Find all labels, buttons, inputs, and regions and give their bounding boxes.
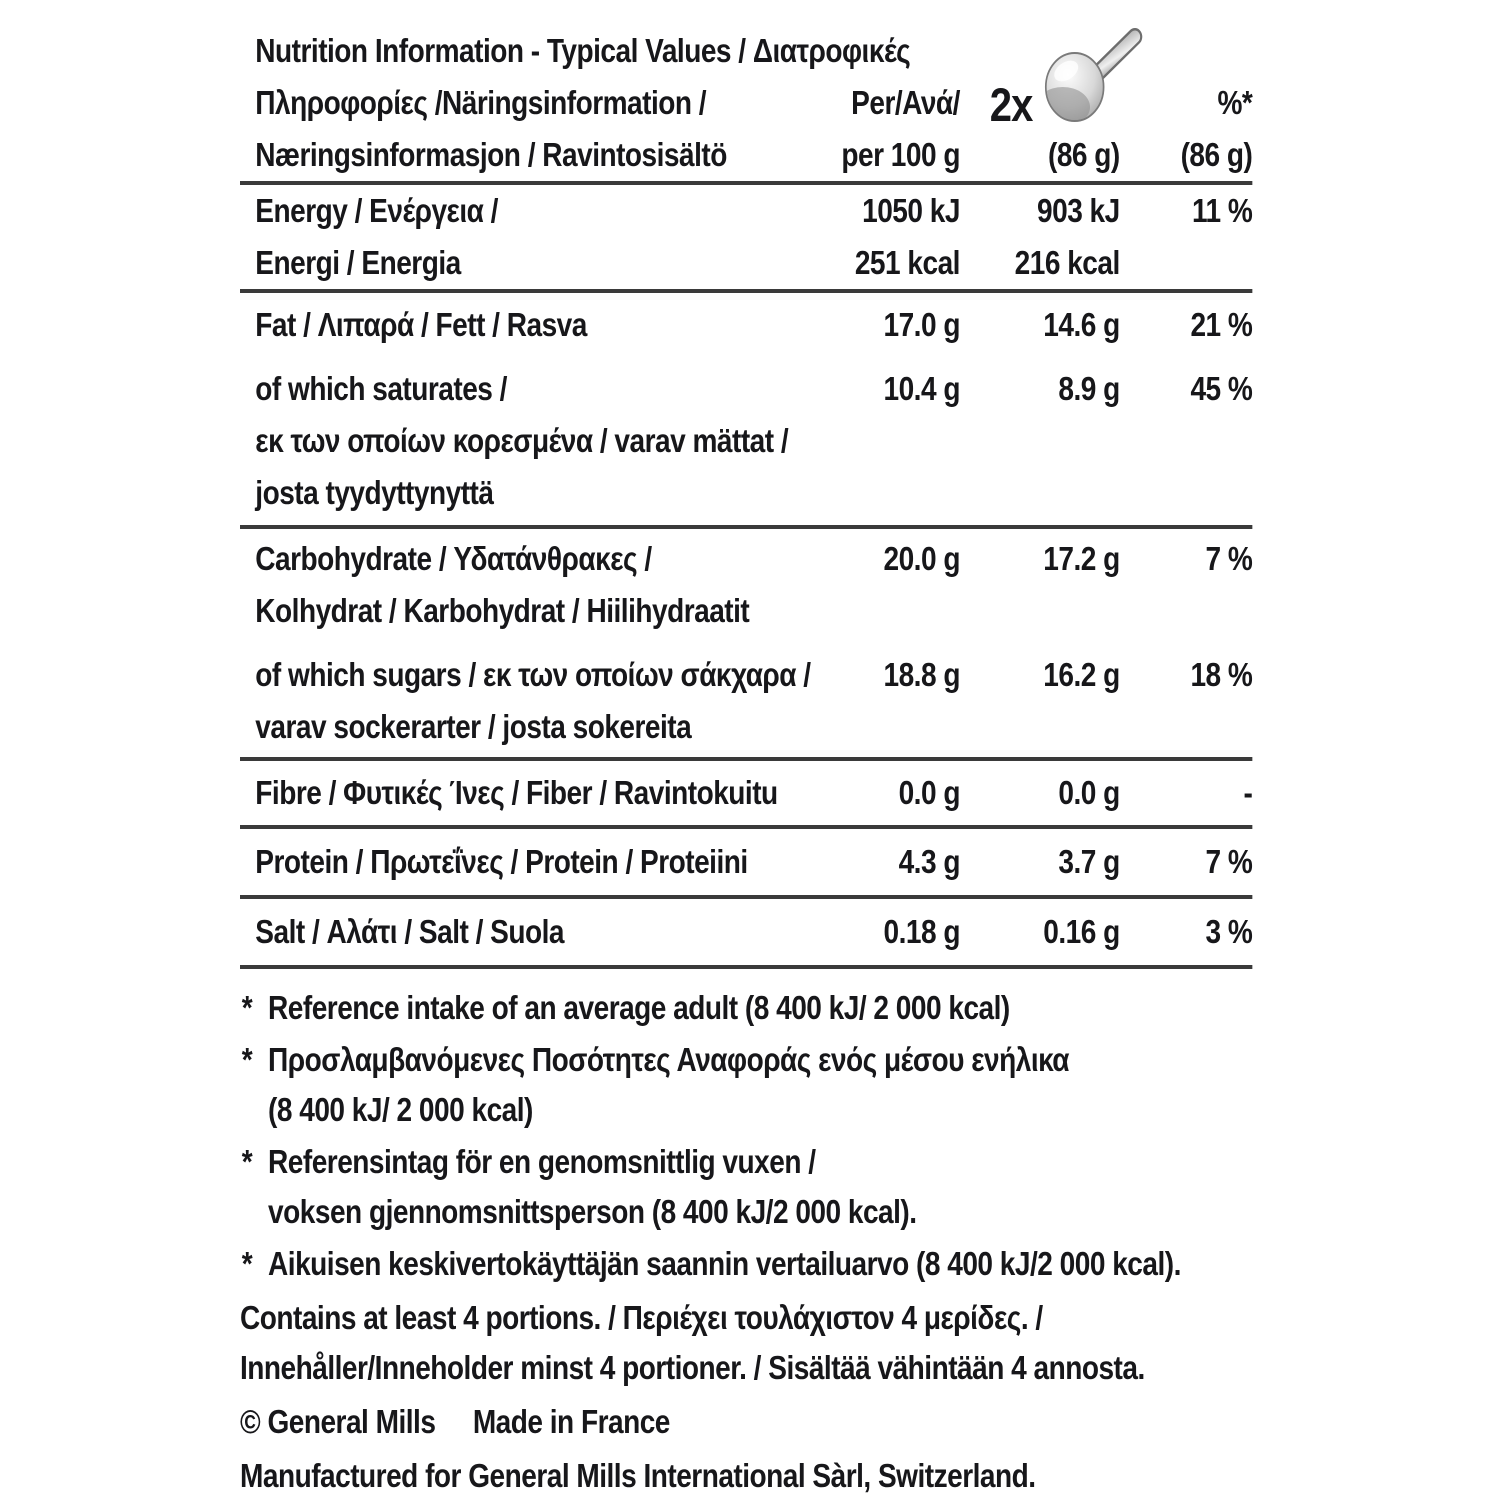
nutrient-label: Energi / Energia (255, 244, 461, 281)
table-row (240, 363, 1252, 415)
value-reference-intake (1120, 237, 1253, 289)
manufacturer-text: Manufactured for General Mills International Sàrl, Switzerland. (240, 1457, 1036, 1494)
col-header-reference-intake: %* (1217, 84, 1253, 121)
footnote-text: voksen gjennomsnittsperson (8 400 kJ/2 000 kcal). (268, 1193, 917, 1230)
value-per-serving: 0.0 g (1058, 774, 1120, 811)
nutrient-label: Fibre / Φυτικές Ίνες / Fiber / Ravintokuitu (255, 774, 778, 811)
row-group-protein (240, 829, 1252, 899)
table-title-line2: Πληροφορίες /Näringsinformation / (255, 84, 707, 121)
label-sheet (240, 25, 1252, 1500)
scoop-icon (1042, 25, 1151, 125)
portions-line: Contains at least 4 portions. / Περιέχει τουλάχιστον 4 μερίδες. / (240, 1299, 1043, 1336)
copyright-text: © General Mills (240, 1403, 436, 1440)
footnote (240, 1239, 1252, 1289)
value-per-serving: 16.2 g (1043, 656, 1120, 693)
value-reference-intake: - (1243, 774, 1253, 811)
value-reference-intake: 21 % (1190, 306, 1253, 343)
nutrient-label: εκ των οποίων κορεσμένα / varav mättat / (255, 422, 789, 459)
nutrient-label: of which sugars / εκ των οποίων σάκχαρα / (255, 656, 811, 693)
table-row (240, 836, 1252, 888)
value-per-100g: 20.0 g (883, 540, 960, 577)
value-per-serving: 8.9 g (1058, 370, 1120, 407)
footnote (240, 983, 1252, 1033)
col-header-serving-multiplier: 2x (989, 78, 1033, 131)
table-title-line3: Næringsinformasjon / Ravintosisältö (255, 136, 727, 173)
value-per-100g: 17.0 g (883, 306, 960, 343)
copyright-row (240, 1397, 1252, 1447)
nutrient-label: Energy / Ενέργεια / (255, 192, 498, 229)
footnote-text: Aikuisen keskivertokäyttäjän saannin vertailuarvo (8 400 kJ/2 000 kcal). (268, 1245, 1181, 1282)
footnote (240, 1137, 1252, 1237)
value-per-100g: 18.8 g (883, 656, 960, 693)
value-reference-intake: 3 % (1205, 913, 1253, 950)
row-group-fibre (240, 761, 1252, 829)
col-header-per-100g-unit: per 100 g (841, 136, 960, 173)
nutrient-label: Fat / Λιπαρά / Fett / Rasva (255, 306, 587, 343)
asterisk-marker: * (241, 1143, 253, 1180)
row-group-carbohydrate (240, 529, 1252, 761)
value-per-100g: 10.4 g (883, 370, 960, 407)
value-reference-intake: 11 % (1192, 192, 1253, 229)
col-header-serving-weight: (86 g) (1047, 136, 1120, 173)
table-row (240, 585, 1252, 637)
value-reference-intake: 18 % (1190, 656, 1253, 693)
asterisk-marker: * (241, 1041, 253, 1078)
value-reference-intake: 7 % (1205, 540, 1253, 577)
value-per-100g: 4.3 g (898, 843, 960, 880)
value-per-serving: 3.7 g (1058, 843, 1120, 880)
nutrient-label: of which saturates / (255, 370, 507, 407)
table-row (240, 533, 1252, 585)
made-in-text: Made in France (472, 1403, 670, 1440)
value-per-serving: 903 kJ (1037, 192, 1120, 229)
value-per-serving: 14.6 g (1043, 306, 1120, 343)
asterisk-marker: * (241, 1245, 253, 1282)
row-group-salt (240, 899, 1252, 969)
value-reference-intake: 45 % (1190, 370, 1253, 407)
value-per-serving: 0.16 g (1043, 913, 1120, 950)
nutrient-label: Kolhydrat / Karbohydrat / Hiilihydraatit (255, 592, 750, 629)
portions-statement (240, 1293, 1252, 1393)
value-per-100g: 0.0 g (898, 774, 960, 811)
table-row (240, 467, 1252, 519)
value-per-100g: 0.18 g (883, 913, 960, 950)
portions-line: Innehåller/Inneholder minst 4 portioner. / Sisältää vähintään 4 annosta. (240, 1349, 1145, 1386)
table-row (240, 415, 1252, 467)
value-reference-intake: 7 % (1205, 843, 1253, 880)
table-row (240, 701, 1252, 753)
row-group-fat (240, 293, 1252, 529)
value-per-100g: 251 kcal (854, 244, 960, 281)
col-header-per-100g: Per/Ανά/ (851, 84, 960, 121)
footnote (240, 1035, 1252, 1135)
table-header (240, 25, 1252, 185)
footnote-text: (8 400 kJ/ 2 000 kcal) (268, 1091, 533, 1128)
nutrient-label: Carbohydrate / Υδατάνθρακες / (255, 540, 652, 577)
footnote-text: Referensintag för en genomsnittlig vuxen / (268, 1143, 816, 1180)
table-row (240, 185, 1252, 237)
nutrient-label: josta tyydyttynyttä (255, 474, 494, 511)
table-row (240, 767, 1252, 819)
nutrient-label: varav sockerarter / josta sokereita (255, 708, 692, 745)
col-header-reference-weight: (86 g) (1180, 136, 1253, 173)
table-title: Nutrition Information - Typical Values / Διατροφικές (255, 32, 911, 69)
table-row (240, 237, 1252, 289)
table-row (240, 649, 1252, 701)
asterisk-marker: * (241, 989, 253, 1026)
footnote-text: Reference intake of an average adult (8 400 kJ/ 2 000 kcal) (268, 989, 1010, 1026)
footnotes (240, 983, 1252, 1289)
value-per-serving: 216 kcal (1014, 244, 1120, 281)
nutrient-label: Salt / Αλάτι / Salt / Suola (255, 913, 564, 950)
table-row (240, 906, 1252, 958)
value-per-100g: 1050 kJ (862, 192, 960, 229)
table-row (240, 299, 1252, 351)
nutrient-label: Protein / Πρωτεΐνες / Protein / Proteiini (255, 843, 748, 880)
footnote-text: Προσλαμβανόμενες Ποσότητες Αναφοράς ενός μέσου ενήλικα (268, 1041, 1070, 1078)
value-per-serving: 17.2 g (1043, 540, 1120, 577)
row-group-energy (240, 185, 1252, 293)
